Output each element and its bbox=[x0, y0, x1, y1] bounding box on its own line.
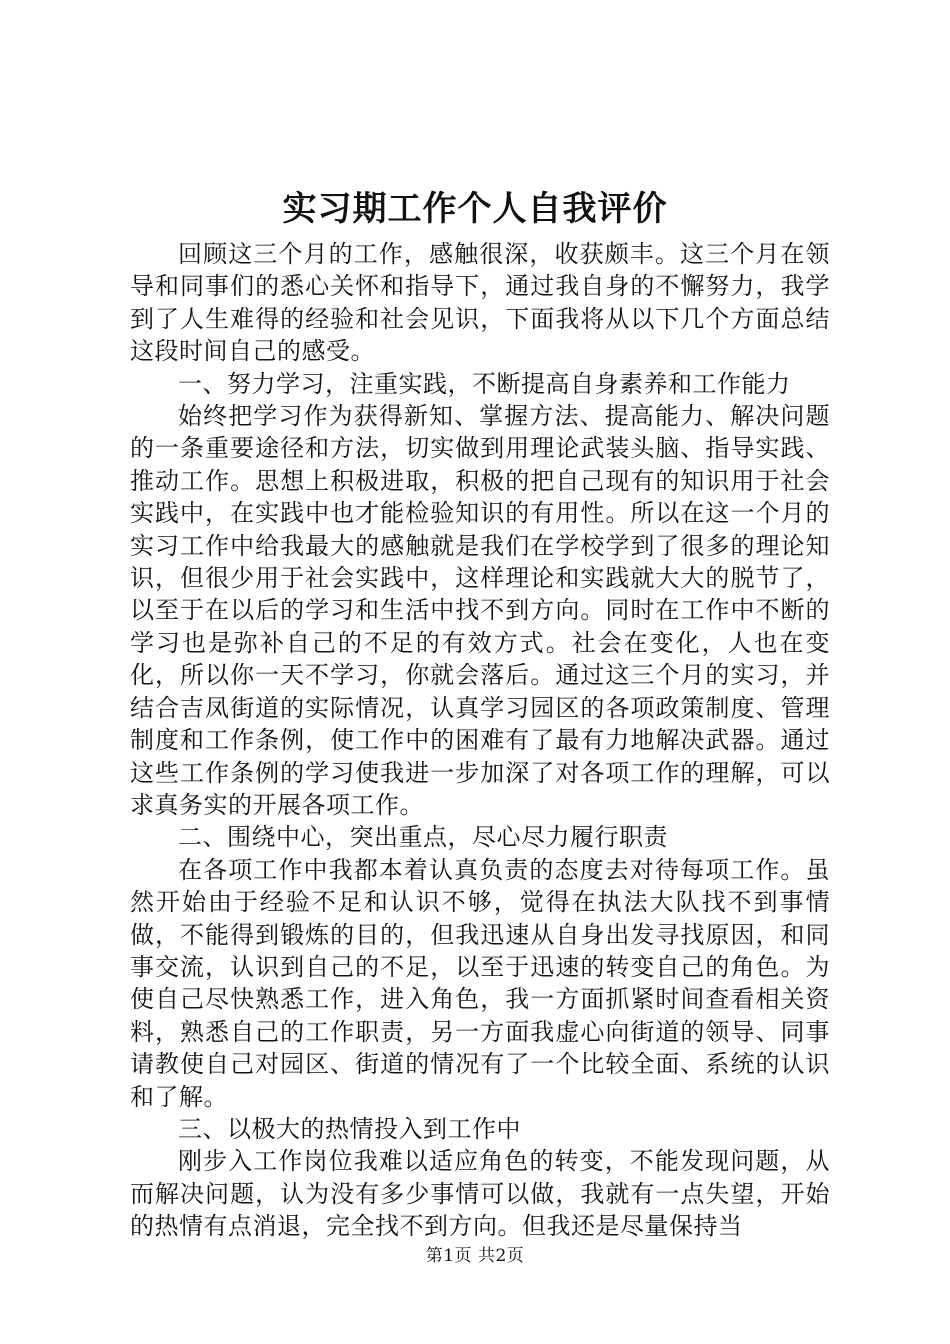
section-heading-2: 二、围绕中心，突出重点，尽心尽力履行职责 bbox=[178, 823, 668, 852]
section-paragraph-2: 在各项工作中我都本着认真负责的态度去对待每项工作。虽然开始由于经验不足和认识不够，觉得在执法大队找不到事情做，不能得到锻炼的目的，但我迅速从自身出发寻找原因，和同事交流，认识到自己的不足，以至于迅速的转变自己的角色。为使自己尽快熟悉工作，进入角色，我一方面抓紧时间查看相关资料，熟悉自己的工作职责，另一方面我虚心向街道的领导、同事请教使自己对园区、街道的情况有了一个比较全面、系统的认识和了解。 bbox=[130, 855, 830, 1111]
document-body bbox=[130, 238, 830, 1243]
document-title: 实习期工作个人自我评价 bbox=[282, 189, 668, 229]
section-paragraph-1: 始终把学习作为获得新知、掌握方法、提高能力、解决问题的一条重要途径和方法，切实做到用理论武装头脑、指导实践、推动工作。思想上积极进取，积极的把自己现有的知识用于社会实践中，在实践中也才能检验知识的有用性。所以在这一个月的实习工作中给我最大的感触就是我们在学校学到了很多的理论知识，但很少用于社会实践中，这样理论和实践就大大的脱节了，以至于在以后的学习和生活中找不到方向。同时在工作中不断的学习也是弥补自己的不足的有效方式。社会在变化，人也在变化，所以你一天不学习，你就会落后。通过这三个月的实习，并结合吉凤街道的实际情况，认真学习园区的各项政策制度、管理制度和工作条例，使工作中的困难有了最有力地解决武器。通过这些工作条例的学习使我进一步加深了对各项工作的理解，可以求真务实的开展各项工作。 bbox=[130, 402, 830, 819]
page-number-footer: 第1页 共2页 bbox=[425, 1246, 525, 1266]
section-heading-3: 三、以极大的热情投入到工作中 bbox=[178, 1114, 521, 1143]
section-heading-1: 一、努力学习，注重实践，不断提高自身素养和工作能力 bbox=[178, 369, 791, 398]
section-paragraph-3: 刚步入工作岗位我难以适应角色的转变，不能发现问题，从而解决问题，认为没有多少事情可以做，我就有一点失望，开始的热情有点消退，完全找不到方向。但我还是尽量保持当 bbox=[130, 1147, 830, 1241]
intro-paragraph: 回顾这三个月的工作，感触很深，收获颇丰。这三个月在领导和同事们的悉心关怀和指导下，通过我自身的不懈努力，我学到了人生难得的经验和社会见识，下面我将从以下几个方面总结这段时间自己的感受。 bbox=[130, 240, 830, 366]
